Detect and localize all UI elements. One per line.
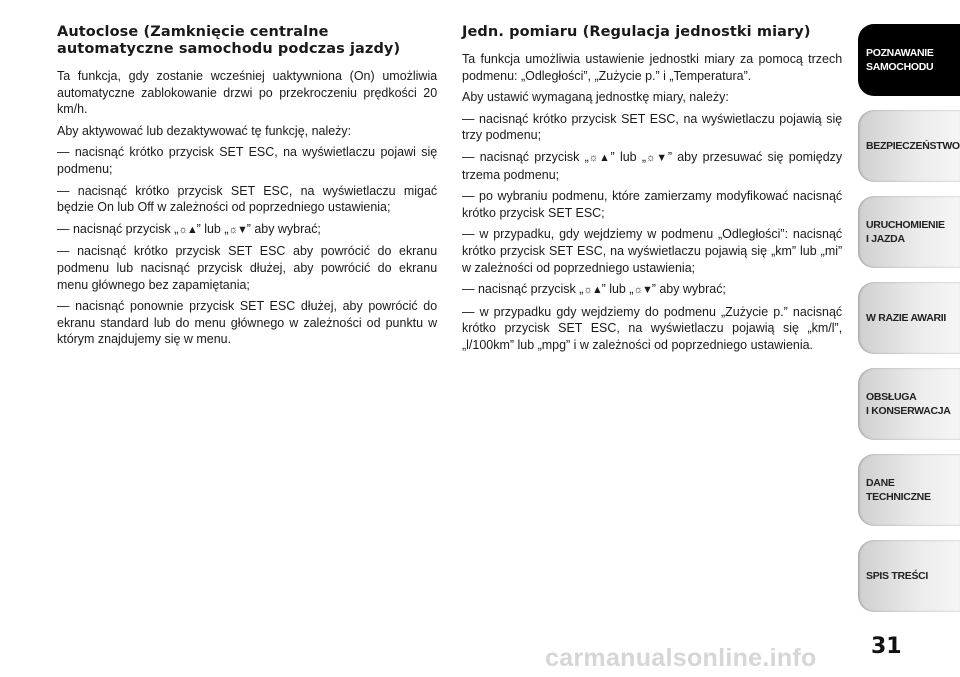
page-number: 31 xyxy=(871,634,902,659)
tab-uruchomienie-i-jazda[interactable]: URUCHOMIENIE I JAZDA xyxy=(858,196,960,268)
paragraph: — nacisnąć przycisk „☼▲” lub „☼▼” aby wybrać; xyxy=(462,281,726,297)
tab-spis-tresci[interactable]: SPIS TREŚCI xyxy=(858,540,960,612)
tab-w-razie-awarii[interactable]: W RAZIE AWARII xyxy=(858,282,960,354)
down-button-icon: ☼▼ xyxy=(646,151,668,164)
paragraph: — nacisnąć krótko przycisk SET ESC aby powrócić do ekranu podmenu lub nacisnąć przycisk dłużej, aby powrócić do ekranu menu głównego bez zapamiętania; xyxy=(57,243,438,292)
paragraph: — nacisnąć krótko przycisk SET ESC, na wyświetlaczu pojawią się trzy podmenu; xyxy=(462,110,843,143)
autoclose-heading-line1: Autoclose (Zamknięcie centralne xyxy=(57,24,329,40)
paragraph: — nacisnąć przycisk „☼▲” lub „☼▼” aby przesuwać się pomiędzy trzema podmenu; xyxy=(462,148,843,182)
paragraph: Aby aktywować lub dezaktywować tę funkcję, należy: xyxy=(57,122,352,138)
right-column xyxy=(462,24,842,359)
tab-poznawanie-samochodu[interactable]: POZNAWANIE SAMOCHODU xyxy=(858,24,960,96)
chapter-tabs xyxy=(858,0,960,677)
tab-bezpieczenstwo[interactable]: BEZPIECZEŃSTWO xyxy=(858,110,960,182)
paragraph: Ta funkcja, gdy zostanie wcześniej uaktywniona (On) umożliwia automatyczne zablokowanie drzwi po przekroczeniu prędkości 20 km/h. xyxy=(57,68,438,117)
paragraph: Ta funkcja umożliwia ustawienie jednostki miary za pomocą trzech podmenu: „Odległości”, „Zużycie p.” i „Temperatura”. xyxy=(462,51,843,83)
paragraph: — w przypadku, gdy wejdziemy w podmenu „Odległości”: nacisnąć krótko przycisk SET ESC, na wyświetlaczu pojawią się „km” lub „mi” w zależności od poprzedniego ustawienia; xyxy=(462,226,843,275)
left-column xyxy=(57,24,437,353)
autoclose-heading xyxy=(57,24,437,58)
tab-obsluga-i-konserwacja[interactable]: OBSŁUGA I KONSERWACJA xyxy=(858,368,960,440)
tab-dane-techniczne[interactable]: DANE TECHNICZNE xyxy=(858,454,960,526)
up-button-icon: ☼▲ xyxy=(588,151,611,164)
up-button-icon: ☼▲ xyxy=(583,284,602,297)
down-button-icon: ☼▼ xyxy=(633,284,652,297)
paragraph: — po wybraniu podmenu, które zamierzamy modyfikować nacisnąć krótko przycisk SET ESC; xyxy=(462,188,843,220)
up-button-icon: ☼▲ xyxy=(178,223,197,236)
units-heading: Jedn. pomiaru (Regulacja jednostki miary) xyxy=(462,24,811,40)
paragraph: — nacisnąć przycisk „☼▲” lub „☼▼” aby wybrać; xyxy=(57,220,321,236)
paragraph: Aby ustawić wymaganą jednostkę miary, należy: xyxy=(462,89,729,105)
paragraph: — nacisnąć krótko przycisk SET ESC, na wyświetlaczu pojawi się podmenu; xyxy=(57,144,438,176)
autoclose-heading-line2: automatyczne samochodu podczas jazdy) xyxy=(57,41,401,57)
watermark: carmanualsonline.info xyxy=(545,644,817,672)
paragraph: — nacisnąć ponownie przycisk SET ESC dłużej, aby powrócić do ekranu standard lub do menu głównego w zależności od punktu w którym znajdujemy się w menu. xyxy=(57,298,438,347)
paragraph: — w przypadku gdy wejdziemy do podmenu „Zużycie p.” nacisnąć krótko przycisk SET ESC, na wyświetlaczu pojawią się „km/l”, „l/100km” lub „mpg” i w zależności od poprzedniego ustawienia. xyxy=(462,303,843,352)
down-button-icon: ☼▼ xyxy=(228,223,247,236)
paragraph: — nacisnąć krótko przycisk SET ESC, na wyświetlaczu migać będzie On lub Off w zależności od poprzedniego ustawienia; xyxy=(57,182,438,215)
